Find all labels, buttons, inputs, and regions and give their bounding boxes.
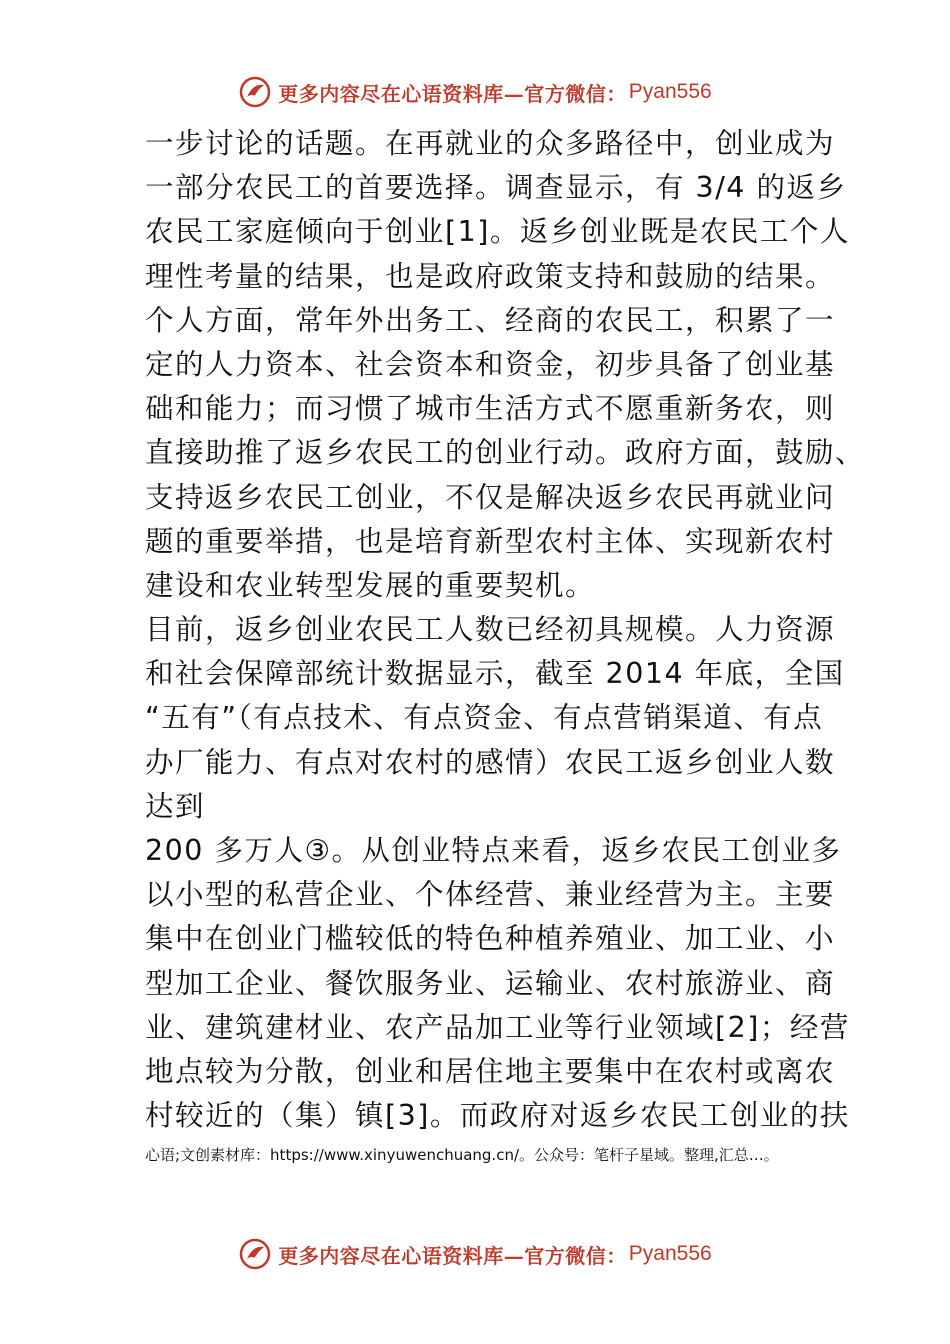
text-line: 业、建筑建材业、农产品加工业等行业领域[2]；经营 [145,1010,850,1044]
banner-text: 更多内容尽在心语资料库—官方微信： [278,81,627,106]
footer-banner [0,1236,950,1272]
text-line: 和社会保障部统计数据显示，截至 2014 年底，全国 [145,657,845,691]
text-line: 200 多万人③。从创业特点来看，返乡农民工创业多 [145,834,842,867]
text-line: 一步讨论的话题。在再就业的众多路径中，创业成为 [145,127,836,160]
banner-text: 更多内容尽在心语资料库—官方微信： [278,1243,627,1268]
text-line: 以小型的私营企业、个体经营、兼业经营为主。主要 [145,878,836,912]
text-line: 建设和农业转型发展的重要契机。 [145,568,596,602]
text-line: 办厂能力、有点对农村的感情）农民工返乡创业人数 [145,745,836,779]
text-line: 支持返乡农民工创业，不仅是解决返乡农民再就业问 [145,480,836,514]
body-text [145,122,866,1138]
text-line: 集中在创业门槛较低的特色种植养殖业、加工业、小 [145,922,836,956]
footer-source-note: 心语;文创素材库：https://www.xinyuwenchuang.cn/。公众号：笔杆子星域。整理,汇总…。 [145,1146,779,1164]
text-line: 直接助推了返乡农民工的创业行动。政府方面，鼓励、 [145,436,866,470]
text-line: 地点较为分散，创业和居住地主要集中在农村或离农 [145,1054,836,1088]
text-line: 理性考量的结果，也是政府政策支持和鼓励的结果。 [145,259,836,293]
banner-wechat-id: Pyan556 [628,80,712,103]
text-line: 题的重要举措，也是培育新型农村主体、实现新农村 [145,524,836,558]
logo-icon [238,75,272,109]
text-line: 农民工家庭倾向于创业[1]。返乡创业既是农民工个人 [145,215,850,249]
banner-wechat-id: Pyan556 [628,1242,712,1265]
text-line: 一部分农民工的首要选择。调查显示，有 3/4 的返乡 [145,171,847,205]
header-banner [0,74,950,110]
text-line: 型加工企业、餐饮服务业、运输业、农村旅游业、商 [145,966,836,1000]
text-line: 定的人力资本、社会资本和资金，初步具备了创业基 [145,347,836,381]
text-line: 村较近的（集）镇[3]。而政府对返乡农民工创业的扶 [145,1099,850,1133]
logo-icon [238,1237,272,1271]
text-line: 目前，返乡创业农民工人数已经初具规模。人力资源 [145,613,836,647]
text-line: 个人方面，常年外出务工、经商的农民工，积累了一 [145,303,836,337]
text-line: 达到 [145,789,206,823]
text-line: “五有”（有点技术、有点资金、有点营销渠道、有点 [145,701,824,735]
text-line: 础和能力；而习惯了城市生活方式不愿重新务农，则 [145,392,836,426]
